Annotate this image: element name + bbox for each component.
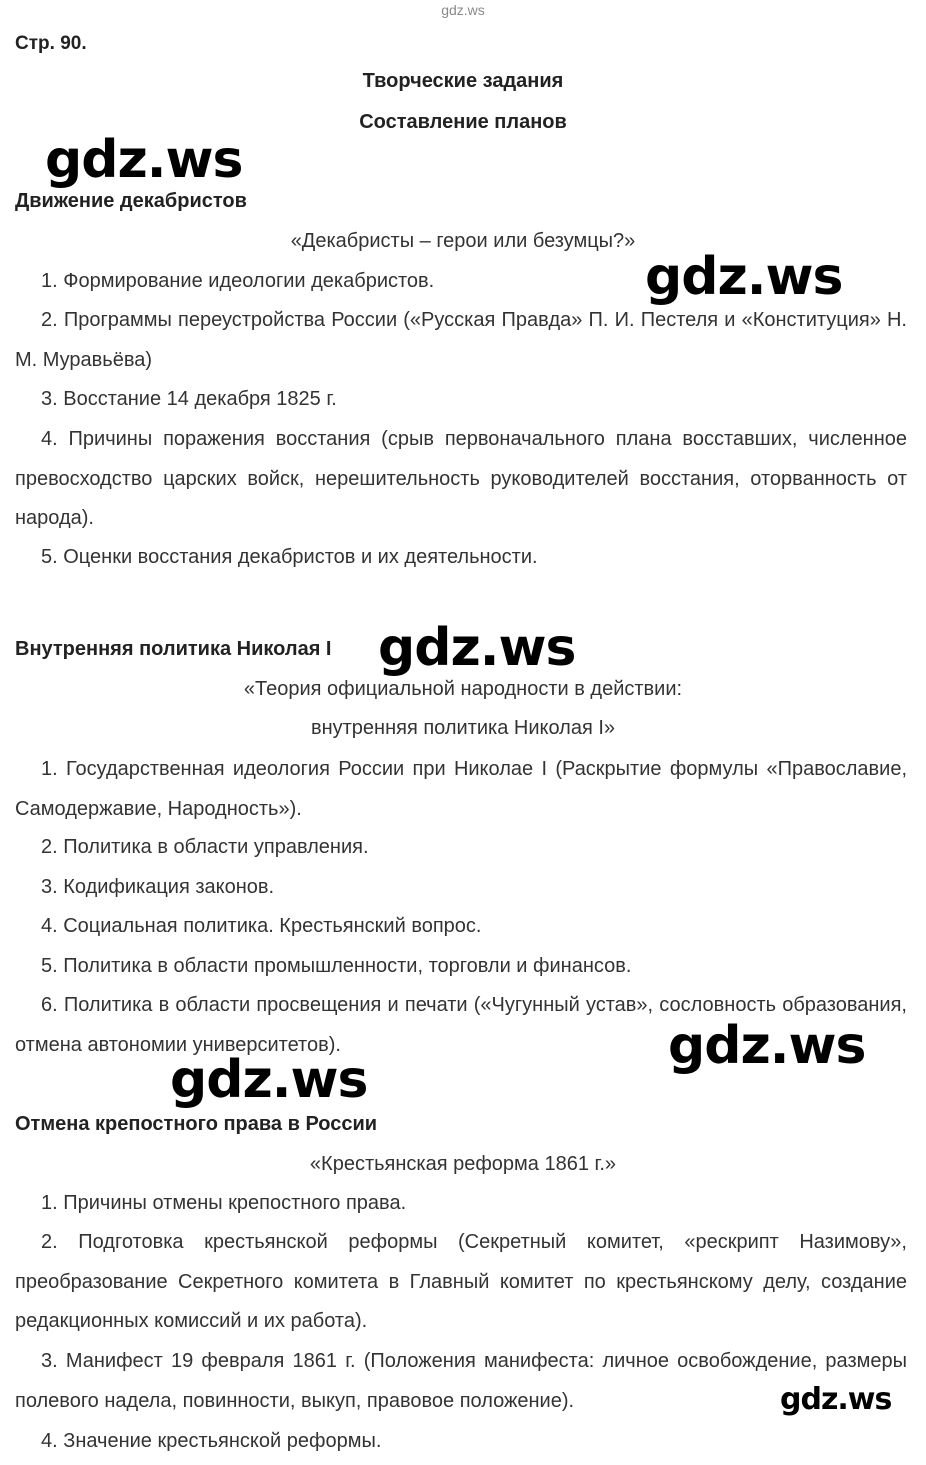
top-watermark: gdz.ws bbox=[441, 2, 485, 18]
list-item: 3. Манифест 19 февраля 1861 г. (Положения манифеста: личное освобождение, размеры полевого надела, повинности, выкуп, правовое положение). bbox=[15, 1350, 907, 1412]
list-item: 1. Формирование идеологии декабристов. bbox=[41, 270, 435, 292]
section-theme-decembrists: «Декабристы – герои или безумцы?» bbox=[290, 230, 636, 252]
list-item: 1. Причины отмены крепостного права. bbox=[41, 1192, 407, 1214]
section-theme-line1: «Теория официальной народности в действии: bbox=[243, 678, 683, 700]
watermark: gdz.ws bbox=[780, 1382, 892, 1417]
watermark: gdz.ws bbox=[645, 247, 843, 307]
list-item: 5. Политика в области промышленности, торговли и финансов. bbox=[41, 955, 632, 977]
page-subtitle: Составление планов bbox=[359, 111, 567, 133]
watermark: gdz.ws bbox=[45, 130, 243, 190]
list-item: 1. Государственная идеология России при Николае I (Раскрытие формулы «Православие, Самодержавие, Народность»). bbox=[15, 758, 907, 820]
list-item: 2. Политика в области управления. bbox=[41, 836, 369, 858]
watermark: gdz.ws bbox=[378, 618, 576, 678]
list-item: 4. Значение крестьянской реформы. bbox=[41, 1430, 382, 1452]
watermark: gdz.ws bbox=[170, 1050, 368, 1110]
list-item: 2. Подготовка крестьянской реформы (Секретный комитет, «рескрипт Назимову», преобразование Секретного комитета в Главный комитет по крестьянскому делу, создание редакционных комиссий и их работа). bbox=[15, 1231, 907, 1332]
watermark: gdz.ws bbox=[668, 1016, 866, 1076]
list-item: 2. Программы переустройства России («Русская Правда» П. И. Пестеля и «Конституция» Н. М. Муравьёва) bbox=[15, 309, 907, 371]
list-item: 6. Политика в области просвещения и печати («Чугунный устав», сословность образования, отмена автономии университетов). bbox=[15, 994, 907, 1056]
section-heading-serfdom: Отмена крепостного права в России bbox=[15, 1113, 378, 1135]
list-item: 4. Причины поражения восстания (срыв первоначального плана восставших, численное превосходство царских войск, нерешительность руководителей восстания, оторванность от народа). bbox=[15, 428, 907, 529]
list-item: 3. Кодификация законов. bbox=[41, 876, 275, 898]
list-item: 5. Оценки восстания декабристов и их деятельности. bbox=[41, 546, 538, 568]
section-heading-decembrists: Движение декабристов bbox=[15, 190, 247, 212]
section-theme-line2: внутренняя политика Николая I» bbox=[310, 717, 616, 739]
section-theme-serfdom: «Крестьянская реформа 1861 г.» bbox=[309, 1153, 617, 1175]
list-item: 4. Социальная политика. Крестьянский вопрос. bbox=[41, 915, 482, 937]
section-heading-nicholas: Внутренняя политика Николая I bbox=[15, 638, 332, 660]
page-title: Творческие задания bbox=[362, 70, 564, 92]
list-item: 3. Восстание 14 декабря 1825 г. bbox=[41, 388, 337, 410]
page-reference: Стр. 90. bbox=[15, 33, 87, 54]
